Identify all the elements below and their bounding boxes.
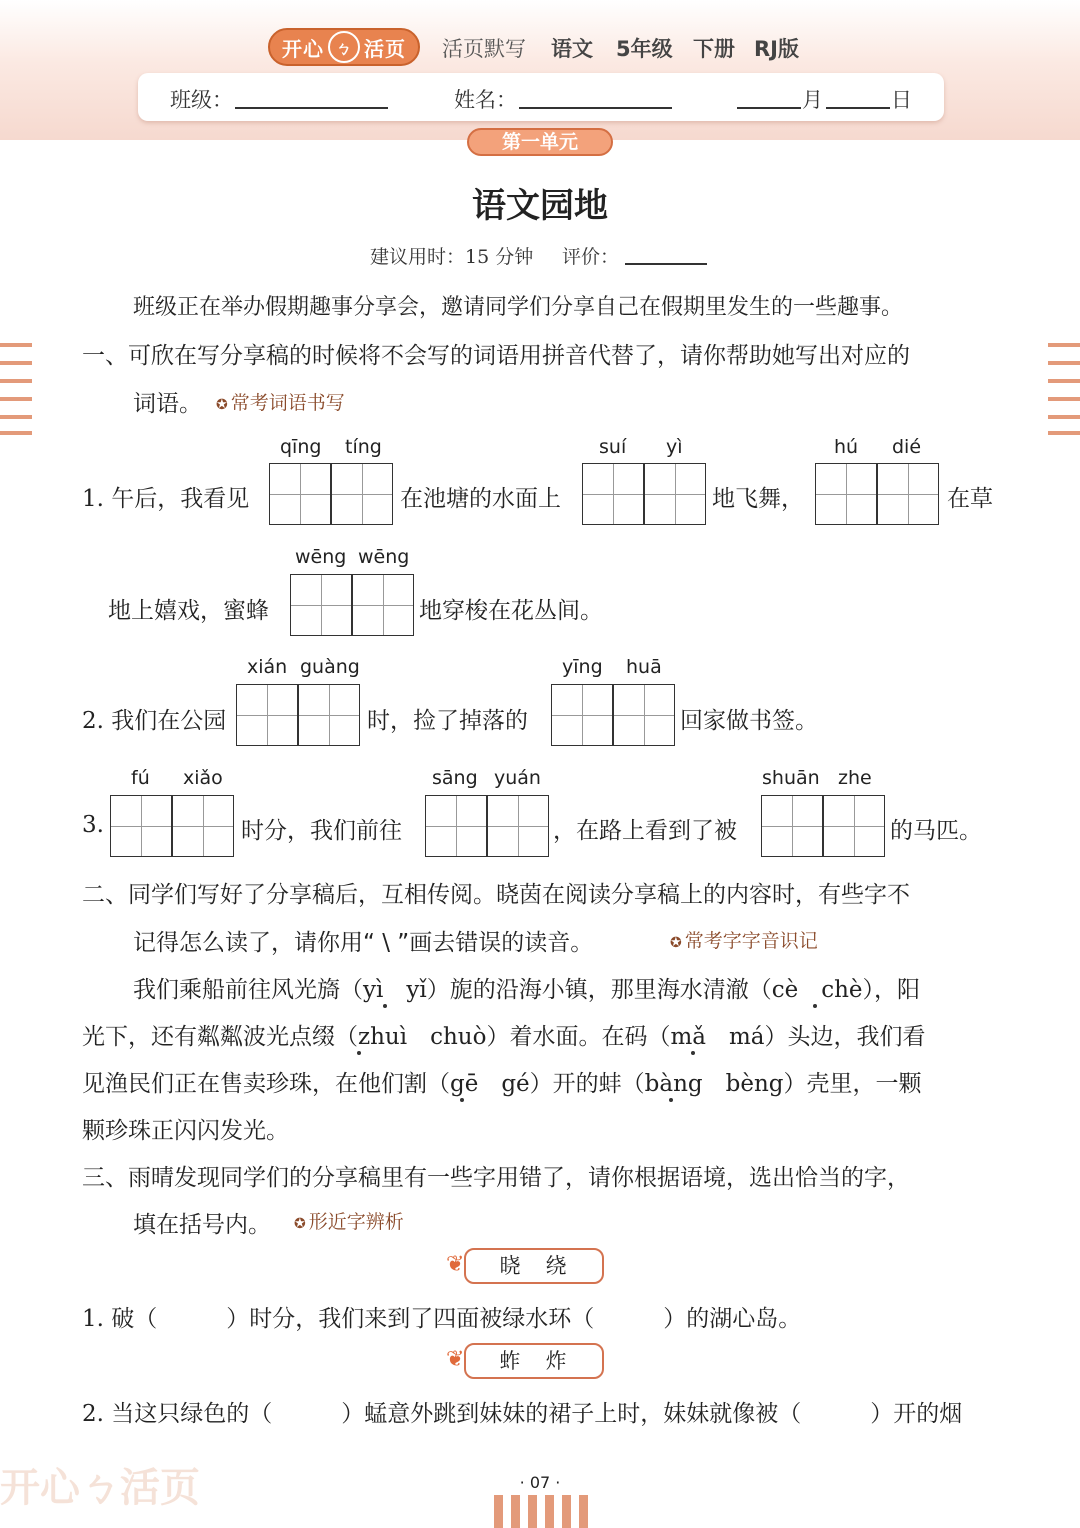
choice-options: 晓 绕 — [464, 1248, 604, 1284]
class-field[interactable] — [235, 107, 388, 109]
answer-box[interactable] — [823, 795, 885, 857]
pinyin: dié — [892, 436, 922, 458]
brand-left: 开心 — [282, 36, 324, 61]
page-number: · 07 · — [519, 1473, 561, 1492]
footer-bars — [494, 1495, 588, 1528]
q1-text: 1. 午后，我看见 — [82, 486, 250, 512]
pinyin: huā — [626, 656, 662, 678]
footer-bar — [562, 1495, 571, 1528]
pinyin: qīng — [280, 436, 322, 458]
q3-text: 的马匹。 — [890, 818, 982, 844]
name-field[interactable] — [519, 107, 672, 109]
answer-box[interactable] — [815, 463, 877, 525]
evaluation-label: 评价： — [562, 246, 620, 268]
edition-label: RJ版 — [754, 37, 799, 61]
pinyin: yuán — [494, 767, 541, 789]
emphasis-dot — [357, 1051, 361, 1055]
answer-box[interactable] — [269, 463, 331, 525]
volume-label: 下册 — [693, 37, 735, 61]
answer-box[interactable] — [352, 574, 414, 636]
side-tab-right — [1048, 379, 1080, 383]
pinyin: fú — [131, 767, 150, 789]
side-tab-left — [0, 431, 32, 435]
unit-badge: 第一单元 — [467, 128, 613, 156]
choice-box — [446, 1341, 606, 1381]
q3-text: ，在路上看到了被 — [553, 818, 737, 844]
pinyin: xián — [247, 656, 288, 678]
brand-right: 活页 — [364, 36, 406, 61]
side-tab-right — [1048, 397, 1080, 401]
footer-bar — [494, 1495, 503, 1528]
watermark: 开心ㄅ活页 — [0, 1465, 200, 1511]
emphasis-dot — [383, 1004, 387, 1008]
section3-tag: ✪ 形近字辨析 — [294, 1207, 404, 1234]
side-tab-left — [0, 379, 32, 383]
subject-label: 语文 — [551, 37, 593, 61]
emphasis-dot — [669, 1098, 673, 1102]
section3-heading-cont: 填在括号内。 — [133, 1212, 271, 1238]
pinyin: suí — [599, 436, 627, 458]
passage-line: 我们乘船前往风光旖（yì yǐ）旎的沿海小镇，那里海水清澈（cè chè），阳 — [133, 977, 920, 1003]
q3-sentence: 1. 破（ ）时分，我们来到了四面被绿水环（ ）的湖心岛。 — [82, 1306, 802, 1332]
suggest-time: 建议用时：15 分钟 — [370, 246, 534, 268]
answer-box[interactable] — [551, 684, 613, 746]
class-label: 班级： — [170, 88, 233, 112]
section1-tag: ✪ 常考词语书写 — [216, 388, 345, 415]
emphasis-dot — [691, 1051, 695, 1055]
section3-heading: 三、雨晴发现同学们的分享稿里有一些字用错了，请你根据语境，选出恰当的字， — [82, 1165, 910, 1191]
student-info-bar — [138, 73, 944, 121]
q3-text: 3. — [82, 812, 104, 838]
evaluation-field[interactable] — [625, 263, 707, 265]
side-tab-right — [1048, 431, 1080, 435]
pinyin: wēng — [358, 546, 410, 568]
emphasis-dot — [813, 1004, 817, 1008]
answer-box[interactable] — [331, 463, 393, 525]
q3-text: 时分，我们前往 — [241, 818, 402, 844]
emphasis-dot — [460, 1098, 464, 1102]
answer-box[interactable] — [290, 574, 352, 636]
answer-box[interactable] — [172, 795, 234, 857]
passage-line: 光下，还有粼粼波光点缀（zhuì chuò）着水面。在码（mǎ má）头边，我们看 — [82, 1024, 926, 1050]
pinyin: wēng — [295, 546, 347, 568]
passage-line: 颗珍珠正闪闪发光。 — [82, 1118, 289, 1144]
q1-text: 在草 — [947, 486, 993, 512]
section2-heading-cont: 记得怎么读了，请你用“ \ ”画去错误的读音。 — [133, 930, 594, 956]
q1-text: 在池塘的水面上 — [400, 486, 561, 512]
answer-box[interactable] — [877, 463, 939, 525]
pinyin: hú — [834, 436, 859, 458]
grade-label: 5年级 — [616, 37, 673, 61]
choice-box — [446, 1246, 606, 1286]
answer-box[interactable] — [644, 463, 706, 525]
answer-box[interactable] — [298, 684, 360, 746]
brand-circle-icon: ㄅ — [328, 31, 360, 63]
page-title: 语文园地 — [472, 186, 608, 226]
pinyin: tíng — [345, 436, 382, 458]
q2-text: 时，捡了掉落的 — [367, 708, 528, 734]
section1-heading-cont: 词语。 — [133, 391, 202, 417]
month-label: 月 — [802, 88, 823, 112]
q1-text: 地穿梭在花丛间。 — [419, 598, 603, 624]
answer-box[interactable] — [425, 795, 487, 857]
answer-box[interactable] — [110, 795, 172, 857]
leaf-icon: ❦ — [446, 1252, 465, 1277]
side-tab-right — [1048, 361, 1080, 365]
side-tab-left — [0, 415, 32, 419]
answer-box[interactable] — [236, 684, 298, 746]
q1-text: 地飞舞， — [712, 486, 804, 512]
name-label: 姓名： — [454, 88, 517, 112]
month-field[interactable] — [737, 107, 801, 109]
pinyin: shuān — [762, 767, 820, 789]
answer-box[interactable] — [613, 684, 675, 746]
side-tab-right — [1048, 415, 1080, 419]
q2-text: 2. 我们在公园 — [82, 708, 227, 734]
leaf-icon: ❦ — [446, 1347, 465, 1372]
side-tab-left — [0, 343, 32, 347]
series-label: 活页默写 — [442, 37, 526, 61]
pinyin: yì — [666, 436, 683, 458]
side-tab-right — [1048, 343, 1080, 347]
footer-bar — [528, 1495, 537, 1528]
q2-text: 回家做书签。 — [680, 708, 818, 734]
pinyin: sāng — [432, 767, 478, 789]
footer-bar — [579, 1495, 588, 1528]
intro-text: 班级正在举办假期趣事分享会，邀请同学们分享自己在假期里发生的一些趣事。 — [133, 295, 904, 320]
q1-text: 地上嬉戏，蜜蜂 — [108, 598, 269, 624]
section2-tag: ✪ 常考字字音识记 — [670, 926, 818, 953]
answer-box[interactable] — [487, 795, 549, 857]
footer-bar — [511, 1495, 520, 1528]
choice-options: 蚱 炸 — [464, 1343, 604, 1379]
side-tab-left — [0, 361, 32, 365]
pinyin: xiǎo — [183, 767, 223, 789]
passage-line: 见渔民们正在售卖珍珠，在他们割（gē gé）开的蚌（bàng bèng）壳里，一颗 — [82, 1071, 922, 1097]
brand-logo — [268, 28, 420, 66]
answer-box[interactable] — [582, 463, 644, 525]
pinyin: zhe — [838, 767, 872, 789]
day-label: 日 — [891, 88, 912, 112]
side-tab-left — [0, 397, 32, 401]
pinyin: yīng — [562, 656, 603, 678]
footer-bar — [545, 1495, 554, 1528]
day-field[interactable] — [826, 107, 890, 109]
section2-heading: 二、同学们写好了分享稿后，互相传阅。晓茵在阅读分享稿上的内容时，有些字不 — [82, 882, 910, 908]
q3-sentence: 2. 当这只绿色的（ ）蜢意外跳到妹妹的裙子上时，妹妹就像被（ ）开的烟 — [82, 1401, 963, 1427]
answer-box[interactable] — [761, 795, 823, 857]
pinyin: guàng — [300, 656, 360, 678]
section1-heading: 一、可欣在写分享稿的时候将不会写的词语用拼音代替了，请你帮助她写出对应的 — [82, 343, 910, 369]
